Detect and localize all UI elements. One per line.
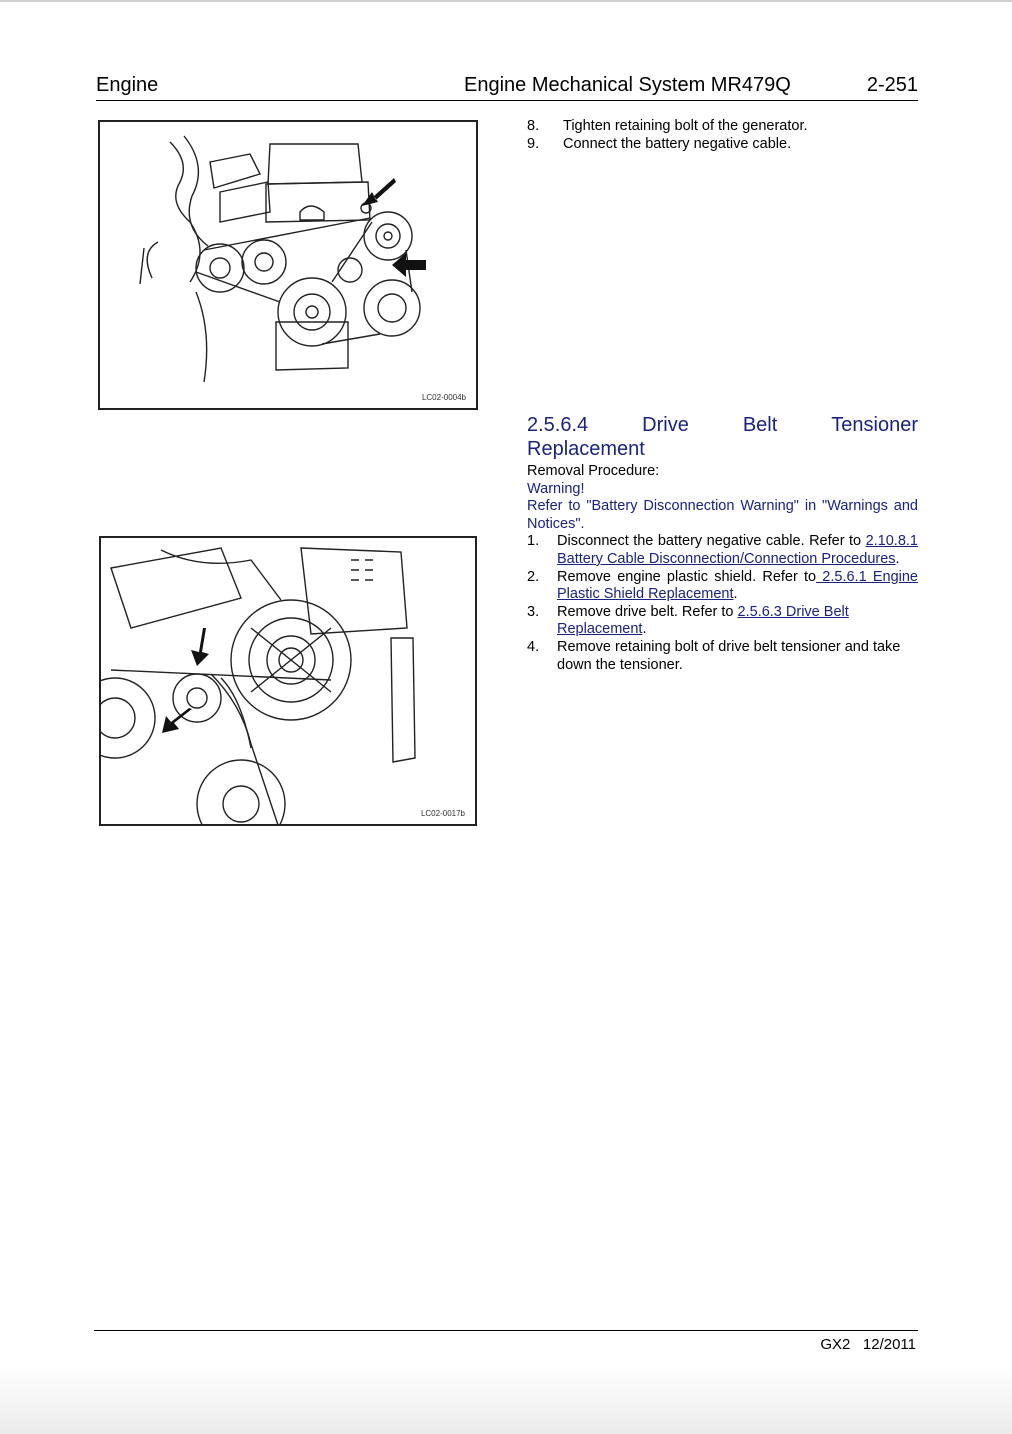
procedure-label: Removal Procedure: (527, 463, 660, 479)
tensioner-illustration (101, 538, 475, 824)
engine-belt-figure (98, 120, 478, 410)
list-item: 3. Remove drive belt. Refer to 2.5.6.3 Drive Belt Replacement. (527, 603, 849, 638)
figure-id-label: LC02-0017b (420, 809, 465, 818)
list-item: 2. Remove engine plastic shield. Refer to 2.5.6.1 Engine Plastic Shield Replacement. (527, 568, 918, 603)
list-item: 9. Connect the battery negative cable. (527, 135, 792, 152)
footer-date: 12/2011 (862, 1336, 916, 1353)
section-heading: 2.5.6.4 Drive Belt Tensioner Replacement (527, 414, 918, 460)
header-section: Engine (96, 74, 159, 96)
page-header (96, 74, 918, 101)
header-system-title: Engine Mechanical System MR479Q (464, 74, 791, 96)
viewer-bottom-fade (0, 1364, 1012, 1434)
engine-belt-illustration (100, 122, 476, 408)
footer-model: GX2 (820, 1336, 851, 1353)
battery-cable-link[interactable]: 2.10.8.1 Battery Cable Disconnection/Connection Procedures (557, 533, 918, 567)
tensioner-closeup-figure (99, 536, 477, 826)
warning-label: Warning! (527, 480, 585, 497)
plastic-shield-link[interactable]: 2.5.6.1 Engine Plastic Shield Replacement (557, 568, 918, 603)
section-number: 2.5.6.4 (527, 414, 589, 436)
list-item: 8. Tighten retaining bolt of the generator. (527, 118, 808, 134)
install-steps (527, 118, 918, 153)
list-item: 4. Remove retaining bolt of drive belt tensioner and take down the tensioner. (527, 638, 901, 673)
removal-procedure (527, 463, 918, 674)
list-item: 1. Disconnect the battery negative cable. Refer to 2.10.8.1 Battery Cable Disconnection/Connection Procedures. (527, 533, 918, 567)
figure-id-label: LC02-0004b (421, 393, 466, 402)
page-footer (94, 1330, 918, 1353)
warning-text: Refer to "Battery Disconnection Warning" in "Warnings and Notices". (527, 498, 918, 532)
drive-belt-link[interactable]: 2.5.6.3 Drive Belt Replacement (557, 603, 849, 638)
header-page-number: 2-251 (866, 74, 918, 96)
page-top-rule (0, 0, 1012, 2)
